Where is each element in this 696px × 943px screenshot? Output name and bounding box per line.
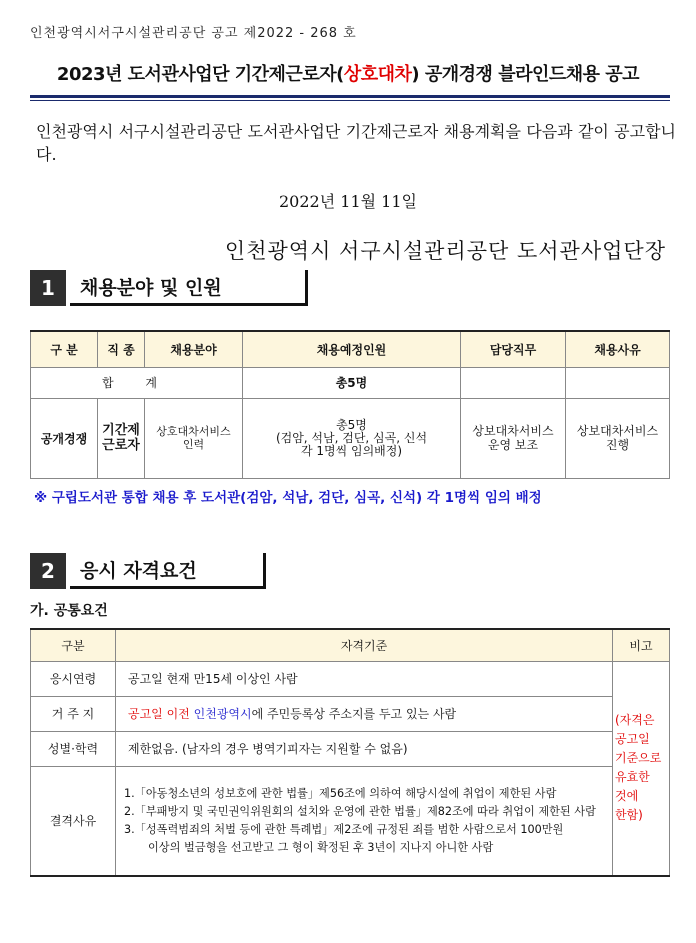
table-row bbox=[31, 398, 670, 478]
th-duty: 담당직무 bbox=[461, 331, 566, 367]
common-requirements-heading: 가. 공통요건 bbox=[30, 603, 108, 619]
assignment-note: ※ 구립도서관 통합 채용 후 도서관(검암, 석남, 검단, 심곡, 신석) 각 1명씩 임의 배정 bbox=[34, 490, 542, 506]
row-gender-label: 성별·학력 bbox=[31, 731, 116, 766]
row-age-text: 공고일 현재 만15세 이상인 사람 bbox=[116, 661, 613, 696]
table-row bbox=[31, 731, 670, 766]
row-gender-text: 제한없음. (남자의 경우 병역기피자는 지원할 수 없음) bbox=[116, 731, 613, 766]
section1-heading bbox=[30, 270, 308, 306]
total-label: 합 계 bbox=[31, 367, 243, 398]
th-count: 채용예정인원 bbox=[243, 331, 461, 367]
section2-heading bbox=[30, 553, 266, 589]
th-criteria: 자격기준 bbox=[116, 629, 613, 661]
requirements-table bbox=[30, 628, 670, 877]
th-remark: 비고 bbox=[613, 629, 670, 661]
issuer: 인천광역시 서구시설관리공단 도서관사업단장 bbox=[224, 239, 666, 263]
title-rule-thin bbox=[30, 100, 670, 101]
title-rule bbox=[30, 95, 670, 98]
row-count: 총5명 (검암, 석남, 검단, 심곡, 신석 각 1명씩 임의배정) bbox=[243, 398, 461, 478]
table-row bbox=[31, 766, 670, 876]
notice-date: 2022년 11월 11일 bbox=[279, 192, 417, 211]
table-row bbox=[31, 661, 670, 696]
row-type: 공개경쟁 bbox=[31, 398, 98, 478]
table-row bbox=[31, 696, 670, 731]
row-disq-label: 결격사유 bbox=[31, 766, 116, 876]
row-job: 기간제 근로자 bbox=[98, 398, 145, 478]
title-highlight: 상호대차 bbox=[343, 64, 412, 85]
page-title: 2023년 도서관사업단 기간제근로자(상호대차) 공개경쟁 블라인드채용 공고 bbox=[56, 64, 640, 85]
section2-title: 응시 자격요건 bbox=[70, 553, 266, 589]
row-field: 상호대차서비스 인력 bbox=[145, 398, 243, 478]
row-duty: 상보대차서비스 운영 보조 bbox=[461, 398, 566, 478]
th-reason: 채용사유 bbox=[566, 331, 670, 367]
row-reason: 상보대차서비스 진행 bbox=[566, 398, 670, 478]
row-disq-list: 1.「아동청소년의 성보호에 관한 법률」제56조에 의하여 해당시설에 취업이 제한된 사람 2.「부패방지 및 국민권익위원회의 설치와 운영에 관한 법률」제82조에 따라 취업이 제한된 사람 3.「성폭력범죄의 처벌 등에 관한 특례법」제2조에 규정된 죄를 범한 사람으로서 100만원 이상의 벌금형을 선고받고 그 형이 확정된 후 3년이 지나지 아니한 사람 bbox=[116, 766, 613, 876]
th-field: 채용분야 bbox=[145, 331, 243, 367]
intro-text: 인천광역시 서구시설관리공단 도서관사업단 기간제근로자 채용계획을 다음과 같이 공고합니다. bbox=[36, 122, 676, 164]
th-category: 구 분 bbox=[31, 331, 98, 367]
th-job: 직 종 bbox=[98, 331, 145, 367]
notice-number: 인천광역시서구시설관리공단 공고 제2022 - 268 호 bbox=[30, 26, 357, 41]
row-residence-text: 공고일 이전 인천광역시에 주민등록상 주소지를 두고 있는 사람 bbox=[116, 696, 613, 731]
section1-number: 1 bbox=[30, 270, 66, 306]
row-residence-label: 거 주 지 bbox=[31, 696, 116, 731]
section1-title: 채용분야 및 인원 bbox=[70, 270, 308, 306]
section2-number: 2 bbox=[30, 553, 66, 589]
row-age-label: 응시연령 bbox=[31, 661, 116, 696]
remark-cell: (자격은 공고일 기준으로 유효한 것에 한함) bbox=[613, 661, 670, 876]
th-kind: 구분 bbox=[31, 629, 116, 661]
total-value: 총5명 bbox=[243, 367, 461, 398]
recruit-table bbox=[30, 330, 670, 479]
